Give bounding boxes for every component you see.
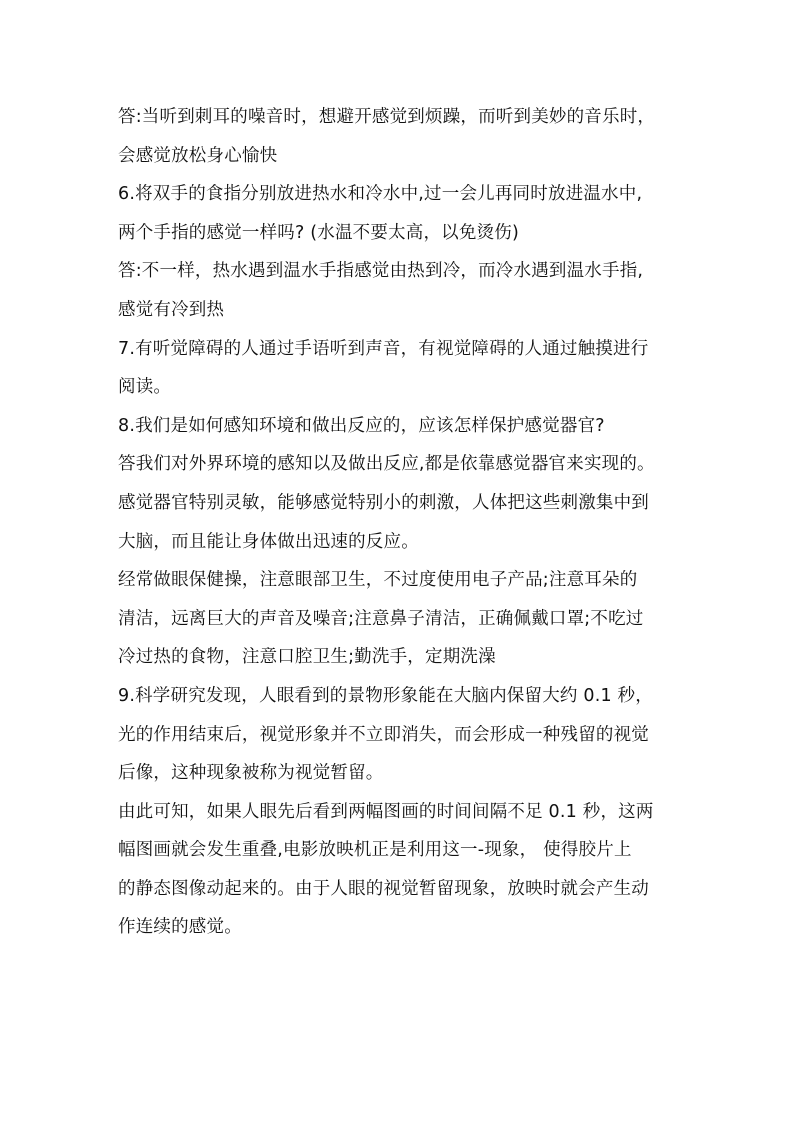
- item-7-line-1: 7.有听觉障碍的人通过手语听到声音，有视觉障碍的人通过触摸进行: [118, 338, 649, 359]
- conclusion-line-4: 作连续的感觉。: [118, 917, 242, 938]
- document-body: [118, 98, 684, 947]
- item-9-line-3: 后像，这种现象被称为视觉暂留。: [118, 763, 384, 784]
- protection-line-2: 清洁，远离巨大的声音及噪音;注意鼻子清洁，正确佩戴口罩;不吃过: [118, 608, 644, 629]
- conclusion-line-2: 幅图画就会发生重叠,电影放映机正是利用这一-现象， 使得胶片上: [118, 840, 632, 861]
- question-6-line-2: 两个手指的感觉一样吗? (水温不要太高，以免烫伤): [118, 222, 520, 243]
- conclusion-line-1: 由此可知，如果人眼先后看到两幅图画的时间间隔不足 0.1 秒，这两: [118, 801, 654, 822]
- answer-5-line-1: 答:当听到刺耳的噪音时，想避开感觉到烦躁，而听到美妙的音乐时，: [118, 107, 656, 127]
- answer-6-line-2: 感觉有冷到热: [118, 299, 225, 320]
- question-6-line-1: 6.将双手的食指分别放进热水和冷水中,过一会儿再同时放进温水中,: [118, 184, 643, 205]
- item-9-line-2: 光的作用结束后，视觉形象并不立即消失，而会形成一种残留的视觉: [118, 724, 649, 745]
- answer-5-line-2: 会感觉放松身心愉快: [118, 145, 278, 166]
- item-9-line-1: 9.科学研究发现，人眼看到的景物形象能在大脑内保留大约 0.1 秒，: [118, 685, 653, 706]
- protection-line-1: 经常做眼保健操，注意眼部卫生，不过度使用电子产品;注意耳朵的: [118, 570, 638, 591]
- conclusion-line-3: 的静态图像动起来的。由于人眼的视觉暂留现象，放映时就会产生动: [118, 878, 649, 899]
- question-8-line: 8.我们是如何感知环境和做出反应的，应该怎样保护感觉器官?: [118, 415, 605, 436]
- item-7-line-2: 阅读。: [118, 377, 172, 398]
- answer-8-line-2: 感觉器官特别灵敏，能够感觉特别小的刺激，人体把这些刺激集中到: [118, 492, 649, 513]
- answer-8-line-3: 大脑，而且能让身体做出迅速的反应。: [118, 531, 419, 552]
- answer-6-line-1: 答:不一样，热水遇到温水手指感觉由热到冷，而冷水遇到温水手指,: [118, 261, 644, 282]
- answer-8-line-1: 答我们对外界环境的感知以及做出反应,都是依靠感觉器官来实现的。: [118, 454, 655, 475]
- protection-line-3: 冷过热的食物，注意口腔卫生;勤洗手，定期洗澡: [118, 647, 496, 668]
